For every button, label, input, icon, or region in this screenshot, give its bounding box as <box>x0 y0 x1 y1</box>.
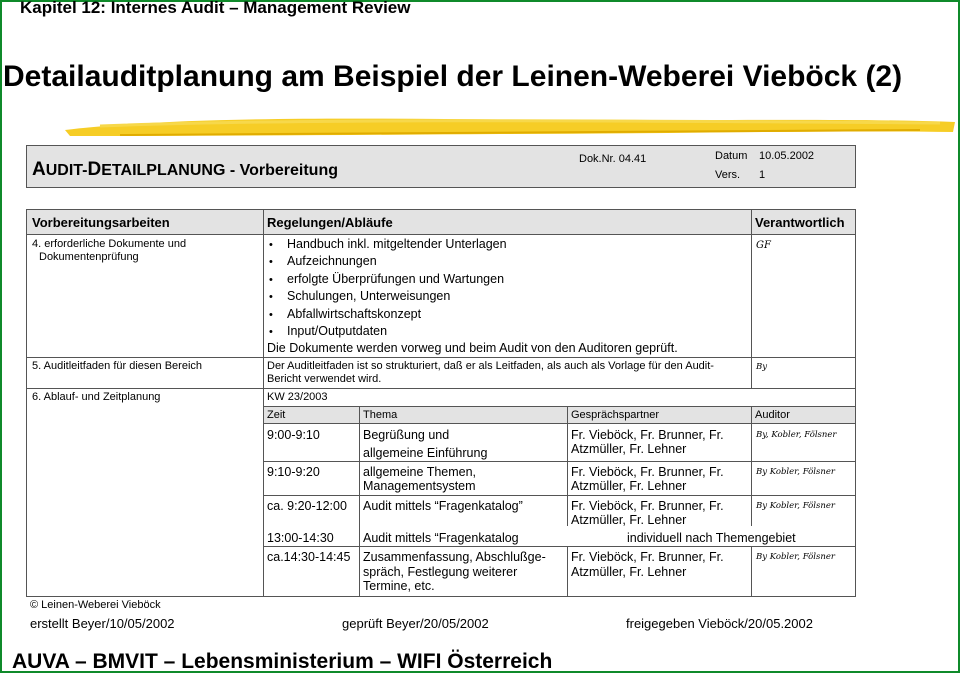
row5-label: 5. Auditleitfaden für diesen Bereich <box>32 360 203 372</box>
bullet-icon: • <box>269 309 273 321</box>
schedule-partner: Atzmüller, Fr. Lehner <box>571 442 687 456</box>
bullet-icon: • <box>269 239 273 251</box>
footer-released: freigegeben Vieböck/20/05.2002 <box>626 616 813 631</box>
schedule-topic: Termine, etc. <box>363 579 435 593</box>
schedule-topic: Zusammenfassung, Abschlußge- <box>363 550 546 564</box>
row5-responsible: By <box>756 362 768 372</box>
bullet-icon: • <box>269 274 273 286</box>
row4-label-line2: Dokumentenprüfung <box>39 251 139 263</box>
schedule-time: ca.14:30-14:45 <box>267 550 351 564</box>
form-title: AUDIT-DETAILPLANUNG - Vorbereitung <box>32 159 338 180</box>
bullet-icon: • <box>269 291 273 303</box>
row5-text-line1: Der Auditleitfaden ist so strukturiert, daß er als Leitfaden, als auch als Vorlage für den Audit- <box>267 360 714 372</box>
col-header-regelungen: Regelungen/Abläufe <box>267 215 393 230</box>
col-header-vorbereitung: Vorbereitungsarbeiten <box>32 215 170 230</box>
schedule-partner: Fr. Vieböck, Fr. Brunner, Fr. <box>571 550 724 564</box>
schedule-topic: Managementsystem <box>363 479 476 493</box>
schedule-partner: Fr. Vieböck, Fr. Brunner, Fr. <box>571 499 724 513</box>
schedule-header-thema: Thema <box>363 409 398 421</box>
schedule-header-auditor: Auditor <box>755 409 790 421</box>
schedule-partner: individuell nach Themengebiet <box>627 531 796 545</box>
version-label: Vers. <box>715 169 741 181</box>
schedule-partner: Atzmüller, Fr. Lehner <box>571 565 687 579</box>
footer-created: erstellt Beyer/10/05/2002 <box>30 616 175 631</box>
schedule-partner: Fr. Vieböck, Fr. Brunner, Fr. <box>571 465 724 479</box>
schedule-topic: allgemeine Themen, <box>363 465 477 479</box>
list-item: Schulungen, Unterweisungen <box>287 289 451 303</box>
schedule-topic: Audit mittels “Fragenkatalog <box>363 531 519 545</box>
slide-title: Detailauditplanung am Beispiel der Leinen-Weberei Vieböck (2) <box>3 60 903 93</box>
schedule-partner: Atzmüller, Fr. Lehner <box>571 513 687 527</box>
schedule-time: 13:00-14:30 <box>267 531 334 545</box>
row5-text-line2: Bericht verwendet wird. <box>267 373 382 385</box>
schedule-partner: Atzmüller, Fr. Lehner <box>571 479 687 493</box>
schedule-time: 9:10-9:20 <box>267 465 320 479</box>
schedule-auditor: By Kobler, Fölsner <box>756 552 835 562</box>
schedule-topic: allgemeine Einführung <box>363 446 488 460</box>
row4-responsible: GF <box>756 240 771 251</box>
row6-kw: KW 23/2003 <box>267 391 328 403</box>
bullet-icon: • <box>269 256 273 268</box>
schedule-auditor: By, Kobler, Fölsner <box>756 430 837 440</box>
col-header-verantwortlich: Verantwortlich <box>755 215 845 230</box>
list-item: Abfallwirtschaftskonzept <box>287 307 422 321</box>
row4-label-line1: 4. erforderliche Dokumente und <box>32 238 187 250</box>
row4-note: Die Dokumente werden vorweg und beim Audit von den Auditoren geprüft. <box>267 341 678 355</box>
list-item: erfolgte Überprüfungen und Wartungen <box>287 272 505 286</box>
schedule-topic: Audit mittels “Fragenkatalog” <box>363 499 523 513</box>
footer-checked: geprüft Beyer/20/05/2002 <box>342 616 489 631</box>
schedule-header-zeit: Zeit <box>267 409 286 421</box>
schedule-auditor: By Kobler, Fölsner <box>756 467 835 477</box>
list-item: Aufzeichnungen <box>287 254 377 268</box>
date-value: 10.05.2002 <box>759 150 815 162</box>
footer-organizations: AUVA – BMVIT – Lebensministerium – WIFI Österreich <box>12 650 553 673</box>
schedule-header-partner: Gesprächspartner <box>571 409 660 421</box>
schedule-time: ca. 9:20-12:00 <box>267 499 347 513</box>
highlighter-stroke <box>60 108 960 148</box>
version-value: 1 <box>759 169 766 181</box>
schedule-topic: spräch, Festlegung weiterer <box>363 565 518 579</box>
list-item: Input/Outputdaten <box>287 324 388 338</box>
date-label: Datum <box>715 150 748 162</box>
list-item: Handbuch inkl. mitgeltender Unterlagen <box>287 237 507 251</box>
schedule-partner: Fr. Vieböck, Fr. Brunner, Fr. <box>571 428 724 442</box>
planning-table <box>26 209 856 597</box>
row6-label: 6. Ablauf- und Zeitplanung <box>32 391 161 403</box>
schedule-topic: Begrüßung und <box>363 428 450 442</box>
doc-number: Dok.Nr. 04.41 <box>579 153 647 165</box>
chapter-heading: Kapitel 12: Internes Audit – Management Review <box>20 0 411 17</box>
copyright-note: © Leinen-Weberei Vieböck <box>30 599 161 611</box>
schedule-auditor: By Kobler, Fölsner <box>756 501 835 511</box>
form-header <box>26 145 856 188</box>
schedule-time: 9:00-9:10 <box>267 428 320 442</box>
bullet-icon: • <box>269 326 273 338</box>
